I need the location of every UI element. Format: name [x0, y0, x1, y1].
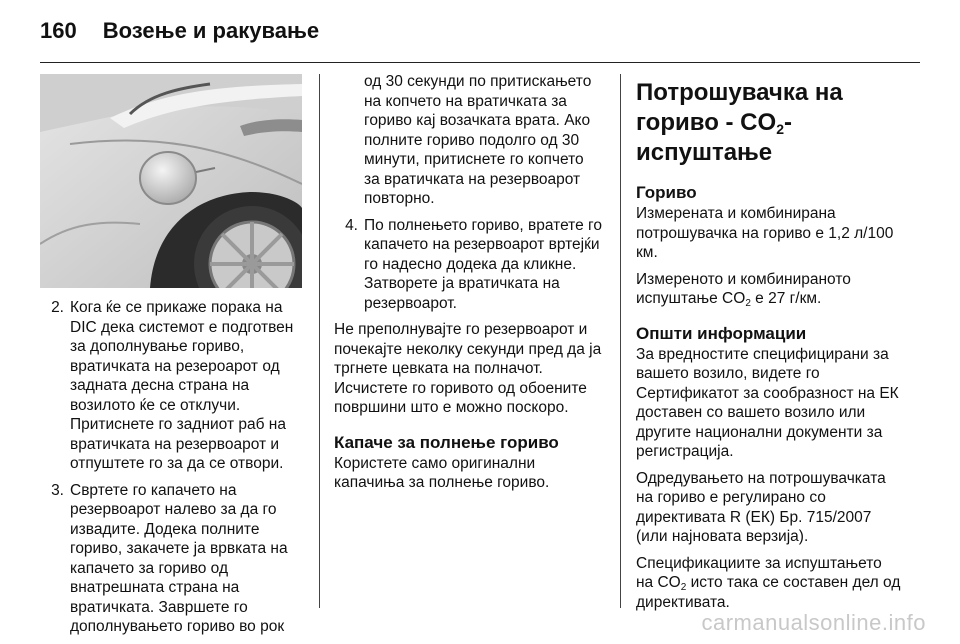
- title-text: -испуштање: [636, 109, 792, 166]
- paragraph: За вредностите специфицирани за вашето возило, видете го Сертификатот за сообразност на ЕК доставен со вашето возило или другите национални документи за регистрација.: [636, 345, 899, 460]
- list-item: [40, 298, 302, 474]
- step-text: Свртете го капачето на резервоарот налево за да го извадите. Додека полните гориво, закачете ја врвката на капачето за гориво од внатрешната страна на вратичката. Завршете го дополнувањето гориво во рок: [70, 481, 288, 635]
- column-left: [40, 74, 302, 644]
- title-text: Потрошувачка на гориво - CO: [636, 79, 843, 136]
- subscript: 2: [680, 582, 687, 593]
- step-number: 4.: [345, 216, 358, 234]
- fuel-door-photo: [40, 74, 302, 288]
- paragraph: Не преполнувајте го резервоарот и почекајте неколку секунди пред да ја тргнете цевката на полначот. Исчистете го горивото од обоените површини што е можно поскоро.: [334, 321, 602, 416]
- paragraph: Измерената и комбинирана потрошувачка на гориво е 1,2 л/100 км.: [636, 205, 894, 261]
- column-divider: [620, 74, 621, 608]
- step-continuation: од 30 секунди по притискањето на копчето на вратичката за гориво кај возачката врата. Ако полните гориво подолго од 30 минути, притиснете го копчето за вратичката на резервоарот повторно.: [364, 73, 592, 207]
- text: Измереното и комбинираното испуштање CO: [636, 270, 851, 307]
- header-rule: [40, 62, 920, 63]
- step-number: 3.: [51, 481, 64, 499]
- watermark: carmanualsonline.info: [701, 610, 926, 635]
- step-text: По полнењето гориво, вратете го капачето на резервоарот вртејќи го надесно додека да кликне. Затворете ја вратичката на резервоарот.: [364, 216, 602, 312]
- list-item: [334, 216, 602, 314]
- subscript: 2: [745, 298, 751, 309]
- step-number: 2.: [51, 299, 64, 316]
- chapter-title: [636, 78, 902, 168]
- column-divider: [319, 74, 320, 608]
- column-middle: [334, 72, 602, 500]
- text: е 27 г/км.: [750, 290, 822, 307]
- subheading: Гориво: [636, 183, 697, 202]
- subheading: Општи информации: [636, 323, 807, 343]
- text: Спецификациите за испуштањето на CO: [636, 554, 882, 591]
- page-header: [40, 18, 319, 52]
- text: исто така се составен дел од директивата.: [636, 574, 901, 611]
- title-subscript: 2: [776, 121, 784, 137]
- list-item: [40, 481, 302, 637]
- subheading: Капаче за полнење гориво: [334, 432, 559, 452]
- column-right: [636, 78, 902, 619]
- step-text: Кога ќе се прикаже порака на DIC дека системот е подготвен за дополнување гориво, вратичката на резероарот од задната десна страна на возилото ќе се отклучи. Притиснете го задниот раб на вратичката на резервоарот и отпуштете го за да се отвори.: [70, 299, 294, 472]
- paragraph: [636, 270, 902, 309]
- page-number: 160: [40, 18, 77, 43]
- paragraph: [636, 554, 902, 613]
- section-title: Возење и ракување: [102, 18, 320, 43]
- paragraph: Одредувањето на потрошувачката на гориво е регулирано со директивата R (ЕК) Бр. 715/2007 (или најновата верзија).: [636, 469, 886, 545]
- paragraph: Користете само оригинални капачиња за полнење гориво.: [334, 454, 550, 491]
